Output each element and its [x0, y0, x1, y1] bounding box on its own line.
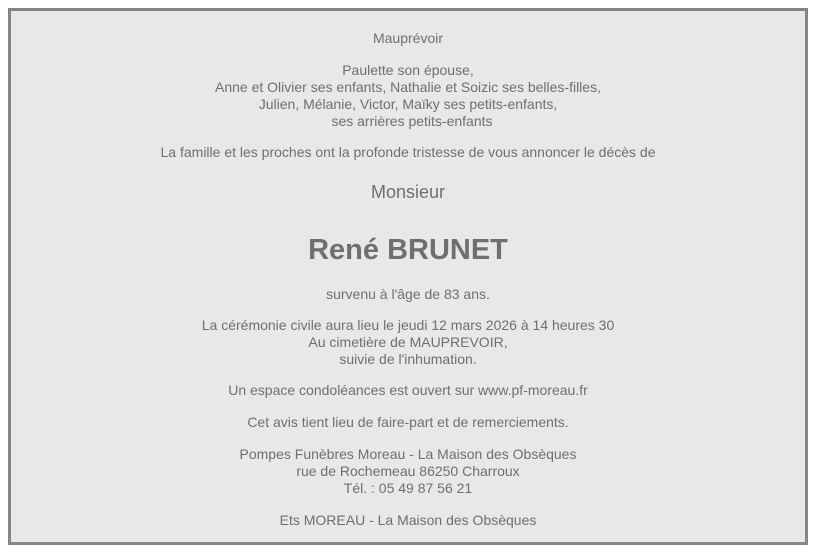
funeral-home-phone: Tél. : 05 49 87 56 21	[343, 480, 473, 496]
funeral-home-name: Pompes Funèbres Moreau - La Maison des Obsèques	[239, 446, 577, 462]
condolences-text: Un espace condoléances est ouvert sur www.pf-moreau.fr	[228, 382, 588, 398]
ceremony-line: La cérémonie civile aura lieu le jeudi 12 mars 2026 à 14 heures 30	[201, 317, 615, 333]
deceased-title: Monsieur	[370, 182, 446, 202]
notice-statement: Cet avis tient lieu de faire-part et de remerciements.	[247, 414, 569, 430]
ceremony-line: suivie de l'inhumation.	[339, 351, 477, 367]
deceased-name: René BRUNET	[308, 234, 508, 266]
announcement-intro: La famille et les proches ont la profonde tristesse de vous annoncer le décès de	[160, 144, 656, 160]
family-line: Anne et Olivier ses enfants, Nathalie et Soizic ses belles-filles,	[215, 79, 601, 95]
obituary-card	[8, 8, 808, 545]
signature: Ets MOREAU - La Maison des Obsèques	[279, 512, 537, 528]
funeral-home-address: rue de Rochemeau 86250 Charroux	[296, 463, 520, 479]
ceremony-line: Au cimetière de MAUPREVOIR,	[308, 334, 508, 350]
family-line: ses arrières petits-enfants	[331, 113, 493, 129]
town-name: Mauprévoir	[372, 30, 444, 46]
age-statement: survenu à l'âge de 83 ans.	[326, 286, 490, 302]
family-line: Paulette son épouse,	[342, 62, 474, 78]
family-line: Julien, Mélanie, Victor, Maïky ses petits-enfants,	[258, 96, 558, 112]
